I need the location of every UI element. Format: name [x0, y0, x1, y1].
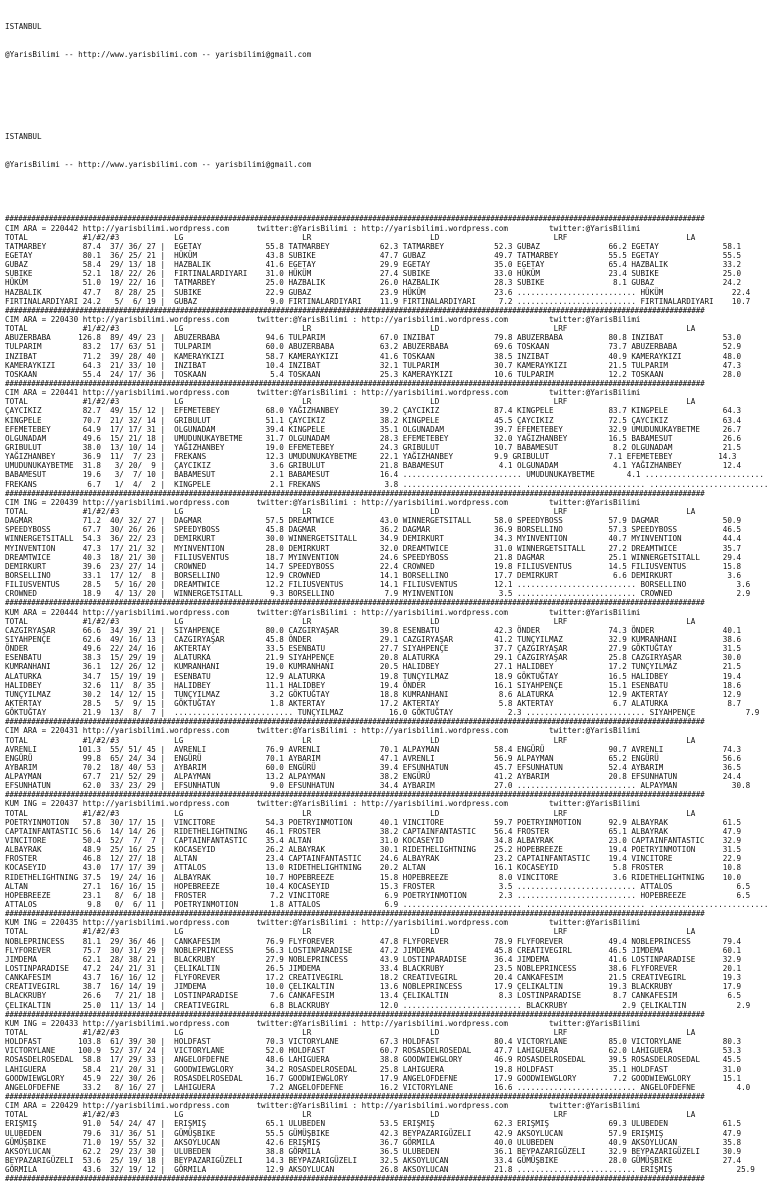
- table-row: LAHIGUERA 58.4 21/ 20/ 31 | GOODWIEWGLORY 34.2 ROSASDELROSEDAL 25.8 LAHIGUERA 19.8 HOLDFAST 35.1 HOLDFAST 31.0: [5, 1064, 742, 1074]
- table-row: DREAMTWICE 40.3 18/ 21/ 30 | FILIUSVENTUS 18.7 MYINVENTION 24.6 SPEEDYBOSS 21.8 DAGMAR 25.1 WINNERGETSITALL 29.4: [5, 552, 742, 562]
- city-line: ISTANBUL: [5, 22, 42, 32]
- separator-line: ################################################################################################################################################################: [5, 1091, 705, 1101]
- table-row: GRIBULUT 38.0 13/ 10/ 14 | YAĞIZHANBEY 19.0 EFEMETEBEY 24.3 GRIBULUT 10.7 BABAMESUT 8.2 OLGUNADAM 21.5: [5, 443, 742, 452]
- separator-line: ################################################################################################################################################################: [5, 379, 705, 389]
- separator-line: ################################################################################################################################################################: [5, 717, 705, 727]
- table-row: DEMIRKURT 39.6 23/ 27/ 14 | CROWNED 14.7 SPEEDYBOSS 22.4 CROWNED 19.8 FILIUSVENTUS 14.5 FILIUSVENTUS 15.8: [5, 561, 742, 571]
- table-row: NOBLEPRINCESS 81.1 29/ 36/ 46 | CANKAFESIM 76.9 FLYFOREVER 47.8 FLYFOREVER 78.9 FLYFOREVER 49.4 NOBLEPRINCESS 79.4: [5, 936, 742, 946]
- table-row: HALIDBEY 32.6 11/ 8/ 35 | HALIDBEY 11.1 HALIDBEY 19.4 ÖNDER 16.1 SIYAHPENÇE 15.1 ESENBATU 18.6: [5, 680, 742, 690]
- separator-line: ################################################################################################################################################################: [5, 1009, 705, 1019]
- table-row: SUBIKE 52.1 18/ 22/ 26 | FIRTINALARDIYARI 31.0 HÜKÜM 27.4 SUBIKE 33.0 HÜKÜM 23.4 SUBIKE 25.0: [5, 269, 742, 279]
- race-header: KUM ARA = 220444 http://yarisbilimi.wordpress.com twitter:@YarisBilimi : http://yarisbilimi.wordpress.com twitter:@YarisBilimi: [5, 607, 641, 617]
- table-row: UMUDUNUKAYBETME 31.8 3/ 20/ 9 | ÇAYCIKIZ 3.6 GRIBULUT 21.8 BABAMESUT 4.1 OLGUNADAM 4.1 YAĞIZHANBEY 12.4: [5, 461, 742, 471]
- column-header-row: TOTAL #1/#2/#3 LG LR LD LRF LA: [5, 506, 696, 516]
- table-row: ATTALOS 9.8 0/ 6/ 11 | POETRYINMOTION 1.8 ATTALOS 6.9 .......................... .......................... ..........................: [5, 900, 769, 910]
- table-row: FREKANS 6.7 1/ 4/ 2 | KINGPELE 2.1 FREKANS 3.8 .......................... .......................... ..........................: [5, 479, 769, 489]
- race-header: CIM ARA = 220442 http://yarisbilimi.wordpress.com twitter:@YarisBilimi : http://yarisbilimi.wordpress.com twitter:@YarisBilimi: [5, 223, 641, 233]
- contact-line: @YarisBilimi -- http://www.yarisbilimi.com -- yarisbilimi@gmail.com: [5, 159, 312, 169]
- table-row: ERIŞMIŞ 91.0 54/ 24/ 47 | ERIŞMIŞ 65.1 ULUBEDEN 53.5 ERIŞMIŞ 62.3 ERIŞMIŞ 69.3 ULUBEDEN 61.5: [5, 1119, 742, 1129]
- table-row: KINGPELE 70.7 21/ 32/ 14 | GRIBULUT 51.1 ÇAYCIKIZ 38.2 KINGPELE 45.5 ÇAYCIKIZ 72.5 ÇAYCIKIZ 63.4: [5, 415, 742, 425]
- table-row: JIMDEMA 62.1 28/ 38/ 21 | BLACKRUBY 27.9 NOBLEPRINCESS 43.9 LOSTINPARADISE 36.4 JIMDEMA 41.6 LOSTINPARADISE 32.9: [5, 954, 742, 964]
- table-row: HAZBALIK 47.7 8/ 28/ 25 | SUBIKE 22.9 GUBAZ 23.9 HÜKÜM 23.6 .......................... HÜKÜM 22.4: [5, 287, 751, 297]
- race-header: CIM ING = 220439 http://yarisbilimi.wordpress.com twitter:@YarisBilimi : http://yarisbilimi.wordpress.com twitter:@YarisBilimi: [5, 497, 641, 507]
- race-header: CIM ARA = 220441 http://yarisbilimi.wordpress.com twitter:@YarisBilimi : http://yarisbilimi.wordpress.com twitter:@YarisBilimi: [5, 388, 641, 398]
- race-header: KUM ING = 220437 http://yarisbilimi.wordpress.com twitter:@YarisBilimi : http://yarisbilimi.wordpress.com twitter:@YarisBilimi: [5, 799, 641, 809]
- column-header-row: TOTAL #1/#2/#3 LG LR LD LRF LA: [5, 1110, 696, 1120]
- table-row: RIDETHELIGHTNING 37.5 19/ 24/ 16 | ALBAYRAK 10.7 HOPEBREEZE 15.8 HOPEBREEZE 8.0 VINCITORE 3.6 RIDETHELIGHTNING 10.0: [5, 872, 742, 882]
- table-row: SPEEDYBOSS 67.7 30/ 26/ 26 | SPEEDYBOSS 45.8 DAGMAR 36.2 DAGMAR 36.9 BORSELLINO 57.3 SPEEDYBOSS 46.5: [5, 525, 742, 535]
- table-row: GUBAZ 58.4 29/ 13/ 18 | HAZBALIK 41.6 EGETAY 29.9 EGETAY 35.0 EGETAY 65.4 HAZBALIK 33.2: [5, 260, 742, 270]
- blank-line: [5, 77, 769, 86]
- table-row: HOPEBREEZE 23.1 8/ 6/ 18 | FROSTER 7.2 VINCITORE 6.9 POETRYINMOTION 2.3 .......................... HOPEBREEZE 6.5: [5, 890, 751, 900]
- table-row: ÇELIKALTIN 25.0 11/ 13/ 14 | CREATIVEGIRL 6.8 BLACKRUBY 12.0 .......................... BLACKRUBY 2.9 ÇELIKALTIN 2.9: [5, 1000, 751, 1010]
- separator-line: ################################################################################################################################################################: [5, 488, 705, 498]
- column-header-row: TOTAL #1/#2/#3 LG LR LD LRF LA: [5, 735, 696, 745]
- table-row: GÖKTUĞTAY 21.9 13/ 8/ 7 | .......................... TUNÇYILMAZ 16.0 GÖKTUĞTAY 2.3 .......................... SIYAHPENÇE 7.9: [5, 708, 760, 718]
- table-row: CAZGIRYAŞAR 66.6 34/ 39/ 21 | SIYAHPENÇE 80.0 CAZGIRYAŞAR 39.8 ESENBATU 42.3 ÖNDER 74.3 ÖNDER 40.1: [5, 625, 742, 635]
- column-header-row: TOTAL #1/#2/#3 LG LR LD LRF LA: [5, 232, 696, 242]
- table-row: DAGMAR 71.2 40/ 32/ 27 | DAGMAR 57.5 DREAMTWICE 43.0 WINNERGETSITALL 58.0 SPEEDYBOSS 57.9 DAGMAR 50.9: [5, 516, 742, 526]
- column-header-row: TOTAL #1/#2/#3 LG LR LD LRF LA: [5, 397, 696, 407]
- column-header-row: TOTAL #1/#2/#3 LG LR LD LRF LA: [5, 616, 696, 626]
- table-row: TUNÇYILMAZ 30.2 14/ 12/ 15 | TUNÇYILMAZ 3.2 GÖKTUĞTAY 18.8 KUMRANHANI 8.6 ALATURKA 12.9 AKTERTAY 12.9: [5, 689, 742, 699]
- table-row: GÜMÜŞBIKE 71.0 19/ 55/ 32 | AKSOYLUCAN 42.6 ERIŞMIŞ 36.7 GÖRMILA 40.0 ULUBEDEN 40.9 AKSOYLUCAN 35.8: [5, 1137, 742, 1147]
- table-row: BORSELLINO 33.1 17/ 12/ 8 | BORSELLINO 12.9 CROWNED 14.1 BORSELLINO 17.7 DEMIRKURT 6.6 DEMIRKURT 3.6: [5, 570, 742, 580]
- city-line: ISTANBUL: [5, 132, 42, 142]
- separator-line: ################################################################################################################################################################: [5, 214, 705, 224]
- table-row: ALPAYMAN 67.7 21/ 52/ 29 | ALPAYMAN 13.2 ALPAYMAN 38.2 ENGÜRÜ 41.2 AYBARIM 20.8 EFSUNHATUN 24.4: [5, 772, 742, 782]
- table-row: AVRENLI 101.3 55/ 51/ 45 | AVRENLI 76.9 AVRENLI 70.1 ALPAYMAN 58.4 ENGÜRÜ 90.7 AVRENLI 74.3: [5, 744, 742, 754]
- table-row: CAPTAINFANTASTIC 56.6 14/ 14/ 26 | RIDETHELIGHTNING 46.1 FROSTER 38.2 CAPTAINFANTASTIC 56.4 FROSTER 65.1 ALBAYRAK 47.9: [5, 826, 742, 836]
- contact-line: @YarisBilimi -- http://www.yarisbilimi.com -- yarisbilimi@gmail.com: [5, 49, 312, 59]
- table-row: EFEMETEBEY 64.9 17/ 17/ 31 | OLGUNADAM 39.4 KINGPELE 35.1 OLGUNADAM 39.7 EFEMETEBEY 32.9 UMUDUNUKAYBETME 26.7: [5, 424, 742, 434]
- table-row: FIRTINALARDIYARI 24.2 5/ 6/ 19 | GUBAZ 9.0 FIRTINALARDIYARI 11.9 FIRTINALARDIYARI 7.2 .......................... FIRTINALARDIYARI 10.7: [5, 296, 751, 306]
- table-row: CREATIVEGIRL 38.7 16/ 14/ 19 | JIMDEMA 10.0 ÇELIKALTIN 13.6 NOBLEPRINCESS 17.9 ÇELIKALTIN 19.3 BLACKRUBY 17.9: [5, 982, 742, 992]
- table-row: HOLDFAST 103.8 61/ 39/ 30 | HOLDFAST 70.3 VICTORYLANE 67.3 HOLDFAST 80.4 VICTORYLANE 85.0 VICTORYLANE 80.3: [5, 1037, 742, 1047]
- table-row: GÖRMILA 43.6 32/ 19/ 12 | GÖRMILA 12.9 AKSOYLUCAN 26.8 AKSOYLUCAN 21.8 .......................... ERIŞMIŞ 25.9: [5, 1165, 755, 1175]
- table-row: VICTORYLANE 100.9 52/ 37/ 24 | VICTORYLANE 52.0 HOLDFAST 60.7 ROSASDELROSEDAL 47.7 LAHIGUERA 62.0 LAHIGUERA 53.3: [5, 1046, 742, 1056]
- table-row: ALBAYRAK 48.9 25/ 16/ 25 | KOCASEYID 26.2 ALBAYRAK 30.1 RIDETHELIGHTNING 25.2 HOPEBREEZE 19.4 POETRYINMOTION 31.5: [5, 845, 742, 855]
- table-row: ALTAN 27.1 16/ 16/ 15 | HOPEBREEZE 10.4 KOCASEYID 15.3 FROSTER 3.5 .......................... ATTALOS 6.5: [5, 881, 751, 891]
- table-row: INZIBAT 71.2 39/ 28/ 40 | KAMERAYKIZI 58.7 KAMERAYKIZI 41.6 TOSKAAN 38.5 INZIBAT 40.9 KAMERAYKIZI 48.0: [5, 351, 742, 361]
- table-row: OLGUNADAM 49.6 15/ 21/ 18 | UMUDUNUKAYBETME 31.7 OLGUNADAM 28.3 EFEMETEBEY 32.0 YAĞIZHANBEY 16.5 BABAMESUT 26.6: [5, 433, 742, 443]
- race-header: CIM ARA = 220431 http://yarisbilimi.wordpress.com twitter:@YarisBilimi : http://yarisbilimi.wordpress.com twitter:@YarisBilimi: [5, 726, 641, 736]
- table-row: ALATURKA 34.7 15/ 19/ 19 | ESENBATU 12.9 ALATURKA 19.8 TUNÇYILMAZ 18.9 GÖKTUĞTAY 16.5 HALIDBEY 19.4: [5, 671, 742, 681]
- table-row: BLACKRUBY 26.6 7/ 21/ 18 | LOSTINPARADISE 7.6 CANKAFESIM 13.4 ÇELIKALTIN 8.3 LOSTINPARADISE 8.7 CANKAFESIM 6.5: [5, 991, 742, 1001]
- table-row: ÇAYCIKIZ 82.7 49/ 15/ 12 | EFEMETEBEY 68.0 YAĞIZHANBEY 39.2 ÇAYCIKIZ 87.4 KINGPELE 83.7 KINGPELE 64.3: [5, 406, 742, 416]
- table-row: VINCITORE 50.4 52/ 7/ 7 | CAPTAINFANTASTIC 35.4 ALTAN 31.0 KOCASEYID 34.8 ALBAYRAK 23.0 CAPTAINFANTASTIC 32.9: [5, 836, 742, 846]
- table-row: AKSOYLUCAN 62.2 29/ 23/ 30 | ULUBEDEN 38.8 GÖRMILA 36.5 ULUBEDEN 36.1 BEYPAZARIGÜZELI 32.9 BEYPAZARIGÜZELI 30.9: [5, 1146, 742, 1156]
- table-row: POETRYINMOTION 57.8 30/ 17/ 15 | VINCITORE 54.3 POETRYINMOTION 40.1 VINCITORE 59.7 POETRYINMOTION 92.9 ALBAYRAK 61.5: [5, 817, 742, 827]
- race-header: CIM ARA = 220430 http://yarisbilimi.wordpress.com twitter:@YarisBilimi : http://yarisbilimi.wordpress.com twitter:@YarisBilimi: [5, 315, 641, 325]
- table-row: ROSASDELROSEDAL 58.8 17/ 29/ 33 | ANGELOFDEFNE 48.6 LAHIGUERA 38.8 GOODWIEWGLORY 46.9 ROSASDELROSEDAL 39.5 ROSASDELROSEDAL 45.5: [5, 1055, 742, 1065]
- table-row: KUMRANHANI 36.1 12/ 26/ 12 | KUMRANHANI 19.0 KUMRANHANI 20.5 HALIDBEY 27.1 HALIDBEY 17.2 TUNÇYILMAZ 21.5: [5, 662, 742, 672]
- race-tables: [5, 214, 769, 1183]
- race-header: KUM ING = 220433 http://yarisbilimi.wordpress.com twitter:@YarisBilimi : http://yarisbilimi.wordpress.com twitter:@YarisBilimi: [5, 1018, 641, 1028]
- table-row: ÖNDER 49.6 22/ 24/ 16 | AKTERTAY 33.5 ESENBATU 27.7 SIYAHPENÇE 37.7 ÇAZGIRYAŞAR 27.9 GÖKTUĞTAY 31.5: [5, 644, 742, 654]
- table-row: ANGELOFDEFNE 33.2 8/ 16/ 27 | LAHIGUERA 7.2 ANGELOFDEFNE 16.2 VICTORYLANE 16.6 .......................... ANGELOFDEFNE 4.0: [5, 1082, 751, 1092]
- blank-line: [5, 187, 769, 196]
- table-row: TOSKAAN 55.4 24/ 17/ 36 | TOSKAAN 5.4 TOSKAAN 25.3 KAMERAYKIZI 10.6 TULPARIM 12.2 TOSKAAN 28.0: [5, 369, 742, 379]
- table-row: FROSTER 46.8 12/ 27/ 18 | ALTAN 23.4 CAPTAINFANTASTIC 24.6 ALBAYRAK 23.2 CAPTAINFANTASTIC 19.4 VINCITORE 22.9: [5, 854, 742, 864]
- column-header-row: TOTAL #1/#2/#3 LG LR LD LRF LA: [5, 324, 696, 334]
- table-row: FLYFOREVER 75.7 30/ 31/ 29 | NOBLEPRINCESS 56.3 LOSTINPARADISE 47.2 JIMDEMA 45.8 CREATIVEGIRL 46.5 JIMDEMA 60.1: [5, 945, 742, 955]
- table-row: ULUBEDEN 79.6 31/ 36/ 51 | GÜMÜŞBIKE 55.5 GÜMÜŞBIKE 42.3 BEYPAZARIGÜZELI 42.9 AKSOYLUCAN 57.9 ERIŞMIŞ 47.9: [5, 1128, 742, 1138]
- blank-line: [5, 105, 769, 114]
- table-row: MYINVENTION 47.3 17/ 21/ 32 | MYINVENTION 28.0 DEMIRKURT 32.0 DREAMTWICE 31.0 WINNERGETSITALL 27.2 DREAMTWICE 35.7: [5, 543, 742, 553]
- table-row: BEYPAZARIGÜZELI 53.6 25/ 19/ 18 | BEYPAZARIGÜZELI 14.3 BEYPAZARIGÜZELI 32.5 AKSOYLUCAN 33.4 GÜMÜŞBIKE 28.0 GÜMÜŞBIKE 27.4: [5, 1155, 742, 1165]
- report-document: [5, 4, 769, 1193]
- separator-line: ################################################################################################################################################################: [5, 305, 705, 315]
- column-header-row: TOTAL #1/#2/#3 LG LR LD LRF LA: [5, 1028, 696, 1037]
- table-row: ABUZERBABA 126.8 89/ 49/ 23 | ABUZERBABA 94.6 TULPARIM 67.0 INZIBAT 79.8 ABUZERBABA 80.8 INZIBAT 53.0: [5, 333, 742, 343]
- separator-line: ################################################################################################################################################################: [5, 598, 705, 608]
- column-header-row: TOTAL #1/#2/#3 LG LR LD LRF LA: [5, 927, 696, 937]
- table-row: FILIUSVENTUS 28.5 5/ 16/ 20 | DREAMTWICE 12.2 FILIUSVENTUS 14.1 FILIUSVENTUS 12.1 .......................... BORSELLINO 3.6: [5, 580, 751, 590]
- table-row: EGETAY 80.1 36/ 25/ 21 | HÜKÜM 43.8 SUBIKE 47.7 GUBAZ 49.7 TATMARBEY 55.5 EGETAY 55.5: [5, 251, 742, 261]
- table-row: GOODWIEWGLORY 45.9 22/ 30/ 26 | ROSASDELROSEDAL 16.7 GOODWIEWGLORY 17.9 ANGELOFDEFNE 17.9 GOODWIEWGLORY 7.2 GOODWIEWGLORY 15.1: [5, 1073, 742, 1083]
- table-row: CANKAFESIM 43.7 16/ 16/ 12 | FLYFOREVER 17.2 CREATIVEGIRL 18.2 CREATIVEGIRL 20.4 CANKAFESIM 21.5 CREATIVEGIRL 19.3: [5, 973, 742, 983]
- table-row: KOCASEYID 43.0 17/ 17/ 39 | ATTALOS 13.0 RIDETHELIGHTNING 20.2 ALTAN 16.1 KOCASEYID 5.8 FROSTER 10.8: [5, 863, 742, 873]
- table-row: KAMERAYKIZI 64.3 21/ 33/ 10 | INZIBAT 10.4 INZIBAT 32.1 TULPARIM 30.7 KAMERAYKIZI 21.5 TULPARIM 47.3: [5, 360, 742, 370]
- table-row: AKTERTAY 28.5 5/ 9/ 15 | GÖKTUĞTAY 1.8 AKTERTAY 17.2 AKTERTAY 5.8 AKTERTAY 6.7 ALATURKA 8.7: [5, 698, 742, 708]
- column-header-row: TOTAL #1/#2/#3 LG LR LD LRF LA: [5, 808, 696, 818]
- table-row: WINNERGETSITALL 54.3 36/ 22/ 23 | DEMIRKURT 30.0 WINNERGETSITALL 34.9 DEMIRKURT 34.3 MYINVENTION 40.7 MYINVENTION 44.4: [5, 534, 742, 544]
- table-row: TATMARBEY 87.4 37/ 36/ 27 | EGETAY 55.8 TATMARBEY 62.3 TATMARBEY 52.3 GUBAZ 66.2 EGETAY 58.1: [5, 241, 742, 251]
- race-header: CIM ARA = 220429 http://yarisbilimi.wordpress.com twitter:@YarisBilimi : http://yarisbilimi.wordpress.com twitter:@YarisBilimi: [5, 1101, 641, 1111]
- table-row: TULPARIM 83.2 17/ 63/ 51 | TULPARIM 60.0 ABUZERBABA 63.2 ABUZERBABA 69.6 TOSKAAN 73.7 ABUZERBABA 52.9: [5, 342, 742, 352]
- table-row: AYBARIM 70.2 18/ 40/ 53 | AYBARIM 60.0 ENGÜRÜ 39.4 EFSUNHATUN 45.7 EFSUNHATUN 52.4 AYBARIM 36.5: [5, 762, 742, 772]
- separator-line: ################################################################################################################################################################: [5, 1174, 705, 1184]
- table-row: SIYAHPENÇE 62.6 49/ 16/ 13 | CAZGIRYAŞAR 45.8 ÖNDER 29.1 CAZGIRYAŞAR 41.2 TUNÇYILMAZ 32.9 KUMRANHANI 38.6: [5, 634, 742, 644]
- separator-line: ################################################################################################################################################################: [5, 909, 705, 919]
- table-row: BABAMESUT 19.6 3/ 7/ 10 | BABAMESUT 2.1 BABAMESUT 16.4 .......................... UMUDUNUKAYBETME 4.1 ..........................: [5, 470, 764, 480]
- table-row: LOSTINPARADISE 47.2 24/ 21/ 31 | ÇELIKALTIN 26.5 JIMDEMA 33.4 BLACKRUBY 23.5 NOBLEPRINCESS 38.6 FLYFOREVER 20.1: [5, 964, 742, 974]
- table-row: CROWNED 18.9 4/ 13/ 20 | WINNERGETSITALL 9.3 BORSELLINO 7.9 MYINVENTION 3.5 .......................... CROWNED 2.9: [5, 589, 751, 599]
- race-header: KUM ING = 220435 http://yarisbilimi.wordpress.com twitter:@YarisBilimi : http://yarisbilimi.wordpress.com twitter:@YarisBilimi: [5, 918, 641, 928]
- separator-line: ################################################################################################################################################################: [5, 790, 705, 800]
- table-row: YAĞIZHANBEY 36.9 11/ 7/ 23 | FREKANS 12.3 UMUDUNUKAYBETME 22.1 YAĞIZHANBEY 9.9 GRIBULUT 7.1 EFEMETEBEY 14.3: [5, 452, 737, 462]
- table-row: ENGÜRÜ 99.8 65/ 24/ 34 | ENGÜRÜ 70.1 AYBARIM 47.1 AVRENLI 56.9 ALPAYMAN 65.2 ENGÜRÜ 56.6: [5, 753, 742, 763]
- table-row: EFSUNHATUN 62.0 33/ 23/ 29 | EFSUNHATUN 9.0 EFSUNHATUN 34.4 AYBARIM 27.0 .......................... ALPAYMAN 30.8: [5, 781, 751, 791]
- table-row: HÜKÜM 51.0 19/ 22/ 16 | TATMARBEY 25.0 HAZBALIK 26.0 HAZBALIK 28.3 SUBIKE 8.1 GUBAZ 24.2: [5, 278, 742, 288]
- table-row: ESENBATU 38.3 15/ 29/ 19 | ALATURKA 21.9 SIYAHPENÇE 20.8 ALATURKA 29.1 CAZGIRYAŞAR 25.8 CAZGIRYAŞAR 30.0: [5, 653, 742, 663]
